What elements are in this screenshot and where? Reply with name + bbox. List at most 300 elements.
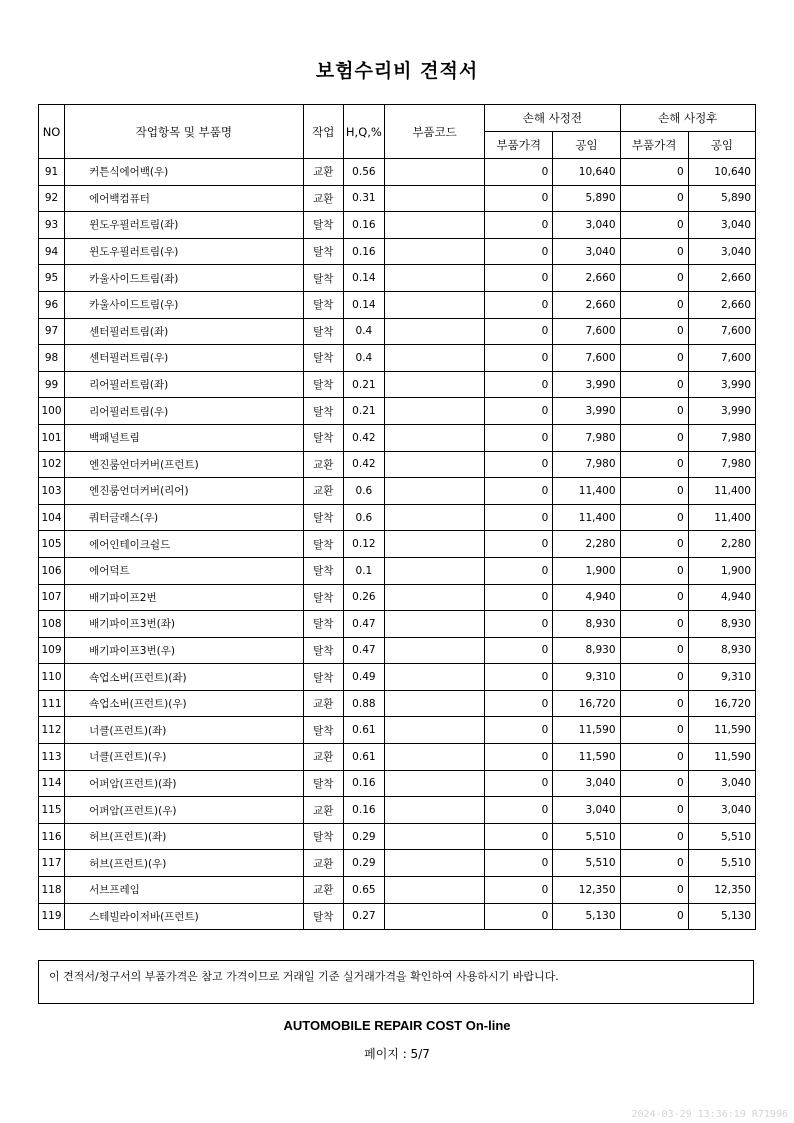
row-before-labor: 1,900	[553, 557, 620, 584]
estimate-table	[38, 104, 756, 930]
row-part-code	[384, 611, 484, 638]
row-before-part-price: 0	[485, 238, 553, 265]
row-before-part-price: 0	[485, 291, 553, 318]
row-hq: 0.1	[343, 557, 384, 584]
row-after-labor: 4,940	[688, 584, 755, 611]
row-after-part-price: 0	[620, 744, 688, 771]
row-no: 110	[39, 664, 65, 691]
row-item-name: 쇽업소버(프런트)(우)	[65, 690, 304, 717]
row-after-labor: 7,980	[688, 451, 755, 478]
row-item-name: 카울사이드트림(우)	[65, 291, 304, 318]
row-before-part-price: 0	[485, 185, 553, 212]
row-before-labor: 11,400	[553, 504, 620, 531]
row-after-labor: 1,900	[688, 557, 755, 584]
row-after-labor: 3,040	[688, 770, 755, 797]
row-before-labor: 3,990	[553, 371, 620, 398]
row-before-labor: 2,660	[553, 265, 620, 292]
header-before-labor: 공임	[553, 132, 620, 159]
row-hq: 0.21	[343, 398, 384, 425]
row-before-part-price: 0	[485, 318, 553, 345]
row-after-part-price: 0	[620, 770, 688, 797]
row-no: 97	[39, 318, 65, 345]
row-work: 탈착	[303, 318, 343, 345]
row-no: 103	[39, 478, 65, 505]
row-after-part-price: 0	[620, 557, 688, 584]
print-timestamp: 2024-03-29 13:36:19 R71996	[631, 1109, 788, 1120]
row-no: 109	[39, 637, 65, 664]
row-hq: 0.4	[343, 318, 384, 345]
row-work: 탈착	[303, 398, 343, 425]
row-after-labor: 11,590	[688, 744, 755, 771]
row-no: 92	[39, 185, 65, 212]
row-after-labor: 2,280	[688, 531, 755, 558]
table-row	[39, 291, 756, 318]
row-no: 107	[39, 584, 65, 611]
header-after-group: 손해 사정후	[620, 105, 755, 132]
row-no: 108	[39, 611, 65, 638]
row-part-code	[384, 637, 484, 664]
row-part-code	[384, 371, 484, 398]
row-before-part-price: 0	[485, 424, 553, 451]
row-before-part-price: 0	[485, 478, 553, 505]
row-before-labor: 4,940	[553, 584, 620, 611]
row-part-code	[384, 451, 484, 478]
row-no: 93	[39, 212, 65, 239]
row-before-part-price: 0	[485, 611, 553, 638]
row-after-part-price: 0	[620, 291, 688, 318]
row-before-part-price: 0	[485, 717, 553, 744]
row-hq: 0.42	[343, 424, 384, 451]
row-after-labor: 3,040	[688, 797, 755, 824]
row-after-part-price: 0	[620, 850, 688, 877]
row-before-labor: 5,130	[553, 903, 620, 930]
page-number: 페이지 : 5/7	[364, 1047, 430, 1061]
row-hq: 0.29	[343, 823, 384, 850]
row-item-name: 리어필러트림(우)	[65, 398, 304, 425]
row-after-part-price: 0	[620, 318, 688, 345]
row-after-part-price: 0	[620, 504, 688, 531]
row-after-part-price: 0	[620, 823, 688, 850]
row-after-labor: 7,980	[688, 424, 755, 451]
row-after-part-price: 0	[620, 797, 688, 824]
table-row	[39, 424, 756, 451]
row-item-name: 엔진룸언더커버(프런트)	[65, 451, 304, 478]
row-part-code	[384, 478, 484, 505]
row-part-code	[384, 424, 484, 451]
row-after-labor: 5,510	[688, 823, 755, 850]
row-no: 99	[39, 371, 65, 398]
row-work: 탈착	[303, 291, 343, 318]
row-hq: 0.26	[343, 584, 384, 611]
table-header	[39, 105, 756, 159]
row-hq: 0.56	[343, 159, 384, 186]
table-row	[39, 903, 756, 930]
row-work: 교환	[303, 690, 343, 717]
row-before-part-price: 0	[485, 770, 553, 797]
row-work: 탈착	[303, 903, 343, 930]
row-hq: 0.4	[343, 345, 384, 372]
row-work: 교환	[303, 159, 343, 186]
row-work: 교환	[303, 744, 343, 771]
row-before-labor: 7,980	[553, 424, 620, 451]
row-work: 탈착	[303, 424, 343, 451]
row-hq: 0.27	[343, 903, 384, 930]
row-before-part-price: 0	[485, 398, 553, 425]
row-no: 115	[39, 797, 65, 824]
row-before-labor: 9,310	[553, 664, 620, 691]
row-no: 105	[39, 531, 65, 558]
row-after-part-price: 0	[620, 903, 688, 930]
table-row	[39, 451, 756, 478]
row-before-labor: 12,350	[553, 877, 620, 904]
row-after-part-price: 0	[620, 265, 688, 292]
row-work: 탈착	[303, 238, 343, 265]
table-row	[39, 531, 756, 558]
row-part-code	[384, 690, 484, 717]
row-item-name: 서브프레임	[65, 877, 304, 904]
price-notice: 이 견적서/청구서의 부품가격은 참고 가격이므로 거래일 기준 실거래가격을 확인하여 사용하시기 바랍니다.	[38, 960, 754, 1004]
row-after-part-price: 0	[620, 664, 688, 691]
table-row	[39, 238, 756, 265]
row-after-labor: 3,990	[688, 371, 755, 398]
row-part-code	[384, 797, 484, 824]
row-work: 탈착	[303, 504, 343, 531]
row-before-labor: 7,600	[553, 345, 620, 372]
row-before-part-price: 0	[485, 584, 553, 611]
row-hq: 0.16	[343, 212, 384, 239]
row-before-part-price: 0	[485, 504, 553, 531]
row-item-name: 너클(프런트)(좌)	[65, 717, 304, 744]
row-part-code	[384, 717, 484, 744]
table-row	[39, 159, 756, 186]
row-work: 탈착	[303, 637, 343, 664]
row-after-part-price: 0	[620, 717, 688, 744]
header-no: NO	[39, 105, 65, 159]
row-work: 탈착	[303, 265, 343, 292]
row-no: 91	[39, 159, 65, 186]
row-no: 102	[39, 451, 65, 478]
table-row	[39, 611, 756, 638]
row-item-name: 쿼터글래스(우)	[65, 504, 304, 531]
row-no: 96	[39, 291, 65, 318]
row-before-labor: 8,930	[553, 611, 620, 638]
row-before-part-price: 0	[485, 690, 553, 717]
row-item-name: 카울사이드트림(좌)	[65, 265, 304, 292]
table-row	[39, 797, 756, 824]
row-before-labor: 11,400	[553, 478, 620, 505]
row-before-labor: 3,990	[553, 398, 620, 425]
row-no: 116	[39, 823, 65, 850]
row-after-labor: 5,130	[688, 903, 755, 930]
row-part-code	[384, 823, 484, 850]
row-after-labor: 5,890	[688, 185, 755, 212]
row-part-code	[384, 903, 484, 930]
row-no: 100	[39, 398, 65, 425]
row-after-labor: 7,600	[688, 345, 755, 372]
row-before-labor: 11,590	[553, 744, 620, 771]
row-before-labor: 2,280	[553, 531, 620, 558]
row-part-code	[384, 398, 484, 425]
row-item-name: 스테빌라이저바(프런트)	[65, 903, 304, 930]
row-no: 94	[39, 238, 65, 265]
document-title: 보험수리비 견적서	[315, 60, 479, 82]
row-before-part-price: 0	[485, 903, 553, 930]
row-part-code	[384, 318, 484, 345]
row-before-part-price: 0	[485, 531, 553, 558]
row-no: 117	[39, 850, 65, 877]
row-hq: 0.12	[343, 531, 384, 558]
row-after-part-price: 0	[620, 185, 688, 212]
row-hq: 0.88	[343, 690, 384, 717]
row-no: 95	[39, 265, 65, 292]
footer-brand: AUTOMOBILE REPAIR COST On-line	[283, 1018, 511, 1033]
header-after-part-price: 부품가격	[620, 132, 688, 159]
row-part-code	[384, 238, 484, 265]
row-hq: 0.21	[343, 371, 384, 398]
row-no: 104	[39, 504, 65, 531]
row-hq: 0.49	[343, 664, 384, 691]
row-item-name: 어퍼암(프런트)(우)	[65, 797, 304, 824]
row-after-labor: 12,350	[688, 877, 755, 904]
row-after-part-price: 0	[620, 345, 688, 372]
row-hq: 0.65	[343, 877, 384, 904]
row-after-part-price: 0	[620, 690, 688, 717]
row-item-name: 백패널트림	[65, 424, 304, 451]
row-work: 탈착	[303, 717, 343, 744]
row-before-labor: 3,040	[553, 212, 620, 239]
row-work: 탈착	[303, 371, 343, 398]
row-before-part-price: 0	[485, 345, 553, 372]
row-hq: 0.6	[343, 478, 384, 505]
row-after-part-price: 0	[620, 159, 688, 186]
row-before-part-price: 0	[485, 212, 553, 239]
row-item-name: 엔진룸언더커버(리어)	[65, 478, 304, 505]
row-no: 112	[39, 717, 65, 744]
row-before-labor: 11,590	[553, 717, 620, 744]
table-row	[39, 478, 756, 505]
row-part-code	[384, 664, 484, 691]
row-work: 탈착	[303, 557, 343, 584]
row-after-part-price: 0	[620, 212, 688, 239]
row-item-name: 허브(프런트)(우)	[65, 850, 304, 877]
row-item-name: 배기파이프3번(우)	[65, 637, 304, 664]
row-item-name: 리어필러트림(좌)	[65, 371, 304, 398]
row-hq: 0.31	[343, 185, 384, 212]
header-hq: H,Q,%	[343, 105, 384, 159]
row-hq: 0.61	[343, 744, 384, 771]
row-item-name: 센터필러트림(좌)	[65, 318, 304, 345]
table-row	[39, 212, 756, 239]
row-after-labor: 16,720	[688, 690, 755, 717]
table-row	[39, 504, 756, 531]
row-no: 101	[39, 424, 65, 451]
table-row	[39, 398, 756, 425]
row-item-name: 윈도우필러트림(우)	[65, 238, 304, 265]
row-after-labor: 10,640	[688, 159, 755, 186]
row-before-part-price: 0	[485, 451, 553, 478]
row-item-name: 배기파이프3번(좌)	[65, 611, 304, 638]
table-row	[39, 823, 756, 850]
table-row	[39, 265, 756, 292]
row-part-code	[384, 212, 484, 239]
row-after-part-price: 0	[620, 877, 688, 904]
row-before-labor: 3,040	[553, 238, 620, 265]
row-before-part-price: 0	[485, 557, 553, 584]
row-after-part-price: 0	[620, 531, 688, 558]
table-row	[39, 850, 756, 877]
row-part-code	[384, 345, 484, 372]
row-after-labor: 11,590	[688, 717, 755, 744]
row-work: 탈착	[303, 584, 343, 611]
row-after-labor: 2,660	[688, 265, 755, 292]
row-before-labor: 8,930	[553, 637, 620, 664]
row-before-part-price: 0	[485, 823, 553, 850]
row-after-labor: 8,930	[688, 637, 755, 664]
row-after-labor: 3,990	[688, 398, 755, 425]
row-no: 118	[39, 877, 65, 904]
table-row	[39, 717, 756, 744]
row-part-code	[384, 557, 484, 584]
row-work: 탈착	[303, 345, 343, 372]
row-after-part-price: 0	[620, 584, 688, 611]
row-after-part-price: 0	[620, 611, 688, 638]
table-row	[39, 690, 756, 717]
row-item-name: 쇽업소버(프런트)(좌)	[65, 664, 304, 691]
row-before-part-price: 0	[485, 637, 553, 664]
row-work: 교환	[303, 877, 343, 904]
row-before-labor: 3,040	[553, 797, 620, 824]
row-after-labor: 5,510	[688, 850, 755, 877]
row-part-code	[384, 850, 484, 877]
row-work: 탈착	[303, 664, 343, 691]
row-before-part-price: 0	[485, 877, 553, 904]
row-work: 교환	[303, 451, 343, 478]
table-row	[39, 371, 756, 398]
row-hq: 0.61	[343, 717, 384, 744]
row-hq: 0.14	[343, 291, 384, 318]
row-work: 탈착	[303, 823, 343, 850]
row-hq: 0.14	[343, 265, 384, 292]
row-after-labor: 3,040	[688, 212, 755, 239]
row-after-part-price: 0	[620, 238, 688, 265]
header-work: 작업	[303, 105, 343, 159]
row-no: 119	[39, 903, 65, 930]
row-item-name: 배기파이프2번	[65, 584, 304, 611]
row-after-labor: 3,040	[688, 238, 755, 265]
row-item-name: 커튼식에어백(우)	[65, 159, 304, 186]
row-before-labor: 2,660	[553, 291, 620, 318]
table-row	[39, 557, 756, 584]
row-before-part-price: 0	[485, 744, 553, 771]
row-after-part-price: 0	[620, 478, 688, 505]
row-work: 탈착	[303, 531, 343, 558]
row-item-name: 센터필러트림(우)	[65, 345, 304, 372]
row-item-name: 에어백컴퓨터	[65, 185, 304, 212]
row-work: 탈착	[303, 611, 343, 638]
row-work: 교환	[303, 185, 343, 212]
row-part-code	[384, 770, 484, 797]
row-hq: 0.47	[343, 637, 384, 664]
row-after-labor: 9,310	[688, 664, 755, 691]
row-before-labor: 7,600	[553, 318, 620, 345]
table-row	[39, 318, 756, 345]
row-before-part-price: 0	[485, 265, 553, 292]
row-no: 111	[39, 690, 65, 717]
row-part-code	[384, 291, 484, 318]
row-before-part-price: 0	[485, 664, 553, 691]
row-work: 탈착	[303, 212, 343, 239]
row-after-labor: 2,660	[688, 291, 755, 318]
table-row	[39, 345, 756, 372]
row-item-name: 허브(프런트)(좌)	[65, 823, 304, 850]
row-before-part-price: 0	[485, 850, 553, 877]
row-after-part-price: 0	[620, 451, 688, 478]
row-no: 106	[39, 557, 65, 584]
row-before-labor: 16,720	[553, 690, 620, 717]
header-item: 작업항목 및 부품명	[65, 105, 304, 159]
table-row	[39, 770, 756, 797]
row-hq: 0.42	[343, 451, 384, 478]
row-before-part-price: 0	[485, 371, 553, 398]
header-after-labor: 공임	[688, 132, 755, 159]
table-row	[39, 584, 756, 611]
table-row	[39, 637, 756, 664]
table-row	[39, 744, 756, 771]
table-row	[39, 877, 756, 904]
row-after-part-price: 0	[620, 637, 688, 664]
row-before-labor: 5,890	[553, 185, 620, 212]
row-hq: 0.47	[343, 611, 384, 638]
row-before-part-price: 0	[485, 159, 553, 186]
row-item-name: 에어인테이크쉴드	[65, 531, 304, 558]
row-work: 교환	[303, 478, 343, 505]
row-after-labor: 11,400	[688, 478, 755, 505]
row-item-name: 너클(프런트)(우)	[65, 744, 304, 771]
row-part-code	[384, 159, 484, 186]
row-before-labor: 10,640	[553, 159, 620, 186]
row-work: 교환	[303, 850, 343, 877]
row-hq: 0.6	[343, 504, 384, 531]
row-hq: 0.29	[343, 850, 384, 877]
row-after-labor: 8,930	[688, 611, 755, 638]
row-part-code	[384, 877, 484, 904]
header-before-group: 손해 사정전	[485, 105, 620, 132]
row-item-name: 윈도우필러트림(좌)	[65, 212, 304, 239]
header-part-code: 부품코드	[384, 105, 484, 159]
row-part-code	[384, 584, 484, 611]
row-before-labor: 3,040	[553, 770, 620, 797]
table-row	[39, 664, 756, 691]
row-no: 114	[39, 770, 65, 797]
row-before-labor: 7,980	[553, 451, 620, 478]
row-part-code	[384, 185, 484, 212]
row-part-code	[384, 744, 484, 771]
row-item-name: 에어덕트	[65, 557, 304, 584]
row-hq: 0.16	[343, 797, 384, 824]
header-before-part-price: 부품가격	[485, 132, 553, 159]
row-after-labor: 11,400	[688, 504, 755, 531]
row-after-part-price: 0	[620, 398, 688, 425]
row-work: 탈착	[303, 770, 343, 797]
row-hq: 0.16	[343, 770, 384, 797]
row-part-code	[384, 504, 484, 531]
row-part-code	[384, 531, 484, 558]
row-before-labor: 5,510	[553, 823, 620, 850]
row-after-part-price: 0	[620, 424, 688, 451]
table-body	[39, 159, 756, 930]
table-row	[39, 185, 756, 212]
row-work: 교환	[303, 797, 343, 824]
